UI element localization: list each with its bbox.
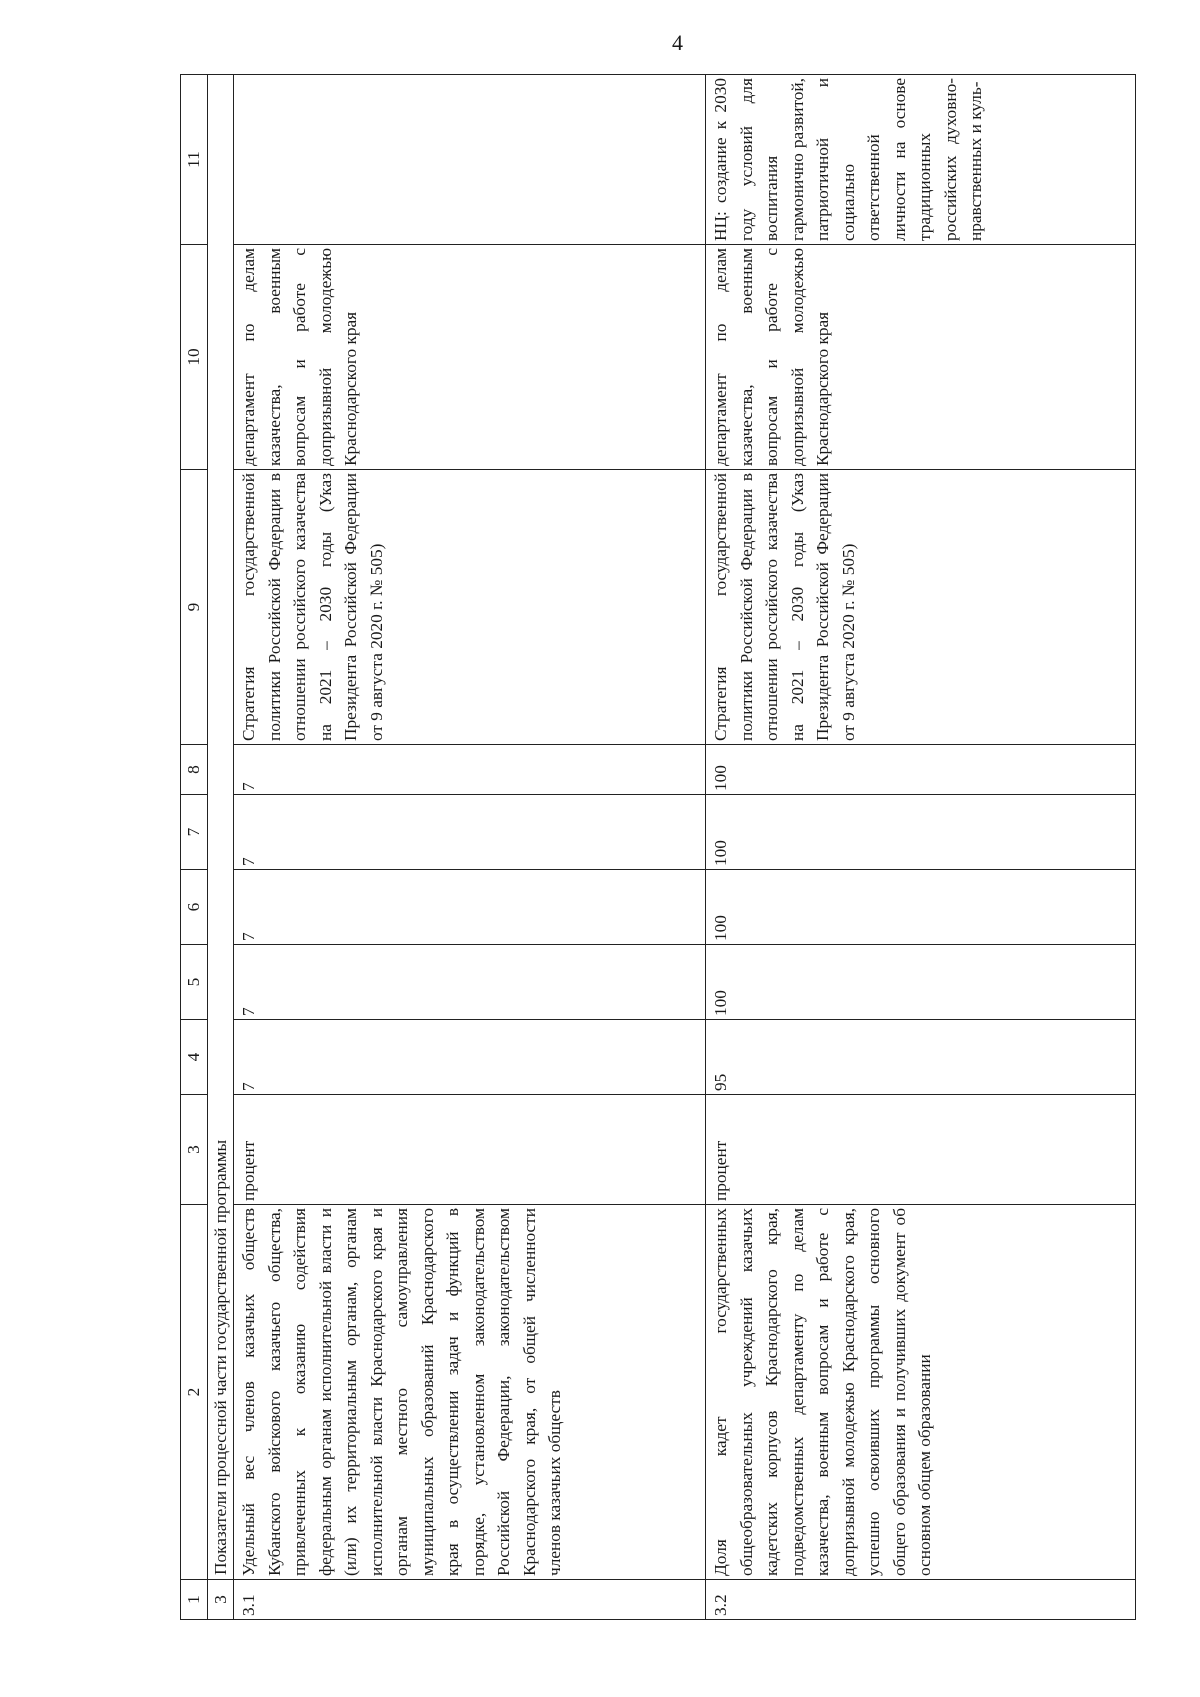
note-cell: [234, 75, 706, 245]
responsible-cell: департамент по делам казачества, военным вопросам и работе с допризывной молодежью Краснодарского края: [706, 245, 1136, 470]
page-number: 4: [672, 30, 683, 55]
section-row: [207, 75, 234, 1620]
unit-cell: процент: [234, 1095, 706, 1205]
basis-cell: Стратегия государственной политики Российской Федерации в отношении российского казачества на 2021 – 2030 годы (Указ Президента Российской Федерации от 9 августа 2020 г. № 505): [706, 470, 1136, 745]
value-cell: 7: [234, 1020, 706, 1095]
note-cell: НЦ: создание к 2030 году условий для воспитания гармонично развитой, патриотичной и социально ответственной личности на основе традиционных российских духовно-нравственных и куль-: [706, 75, 1136, 245]
header-cell: 11: [181, 75, 208, 245]
header-cell: 2: [181, 1205, 208, 1580]
basis-cell: Стратегия государственной политики Российской Федерации в отношении российского казачества на 2021 – 2030 годы (Указ Президента Российской Федерации от 9 августа 2020 г. № 505): [234, 470, 706, 745]
row-number: 3.2: [706, 1580, 1136, 1620]
header-cell: 6: [181, 870, 208, 945]
header-cell: 9: [181, 470, 208, 745]
header-cell: 10: [181, 245, 208, 470]
header-cell: 5: [181, 945, 208, 1020]
value-cell: 100: [706, 745, 1136, 795]
section-title: Показатели процессной части государственной программы: [207, 75, 234, 1580]
value-cell: 100: [706, 870, 1136, 945]
header-cell: 3: [181, 1095, 208, 1205]
value-cell: 7: [234, 745, 706, 795]
value-cell: 100: [706, 945, 1136, 1020]
table-row: [706, 75, 1136, 1620]
unit-cell: процент: [706, 1095, 1136, 1205]
value-cell: 7: [234, 870, 706, 945]
section-number: 3: [207, 1580, 234, 1620]
indicator-name: Удельный вес членов казачьих обществ Кубанского войскового казачьего общества, привлеченных к оказанию содействия федеральным органам исполнительной власти и (или) их территориальным органам, органам исполнительной власти Краснодарского края и органам местного самоуправления муниципальных образований Краснодарского края в осуществлении задач и функций в порядке, установленном законодательством Российской Федерации, законодательством Краснодарского края, от общей численности членов казачьих обществ: [234, 1205, 706, 1580]
indicators-table: [180, 74, 1136, 1620]
value-cell: 95: [706, 1020, 1136, 1095]
responsible-cell: департамент по делам казачества, военным вопросам и работе с допризывной молодежью Краснодарского края: [234, 245, 706, 470]
value-cell: 100: [706, 795, 1136, 870]
row-number: 3.1: [234, 1580, 706, 1620]
value-cell: 7: [234, 945, 706, 1020]
value-cell: 7: [234, 795, 706, 870]
indicator-name: Доля кадет государственных общеобразовательных учреждений казачьих кадетских корпусов Краснодарского края, подведомственных департаменту по делам казачества, военным вопросам и работе с допризывной молодежью Краснодарского края, успешно освоивших программы основного общего образования и получивших документ об основном общем образовании: [706, 1205, 1136, 1580]
header-cell: 8: [181, 745, 208, 795]
header-cell: 4: [181, 1020, 208, 1095]
table-row: [234, 75, 706, 1620]
rotated-table-container: [180, 75, 1140, 1620]
header-cell: 1: [181, 1580, 208, 1620]
header-cell: 7: [181, 795, 208, 870]
header-row: [181, 75, 208, 1620]
